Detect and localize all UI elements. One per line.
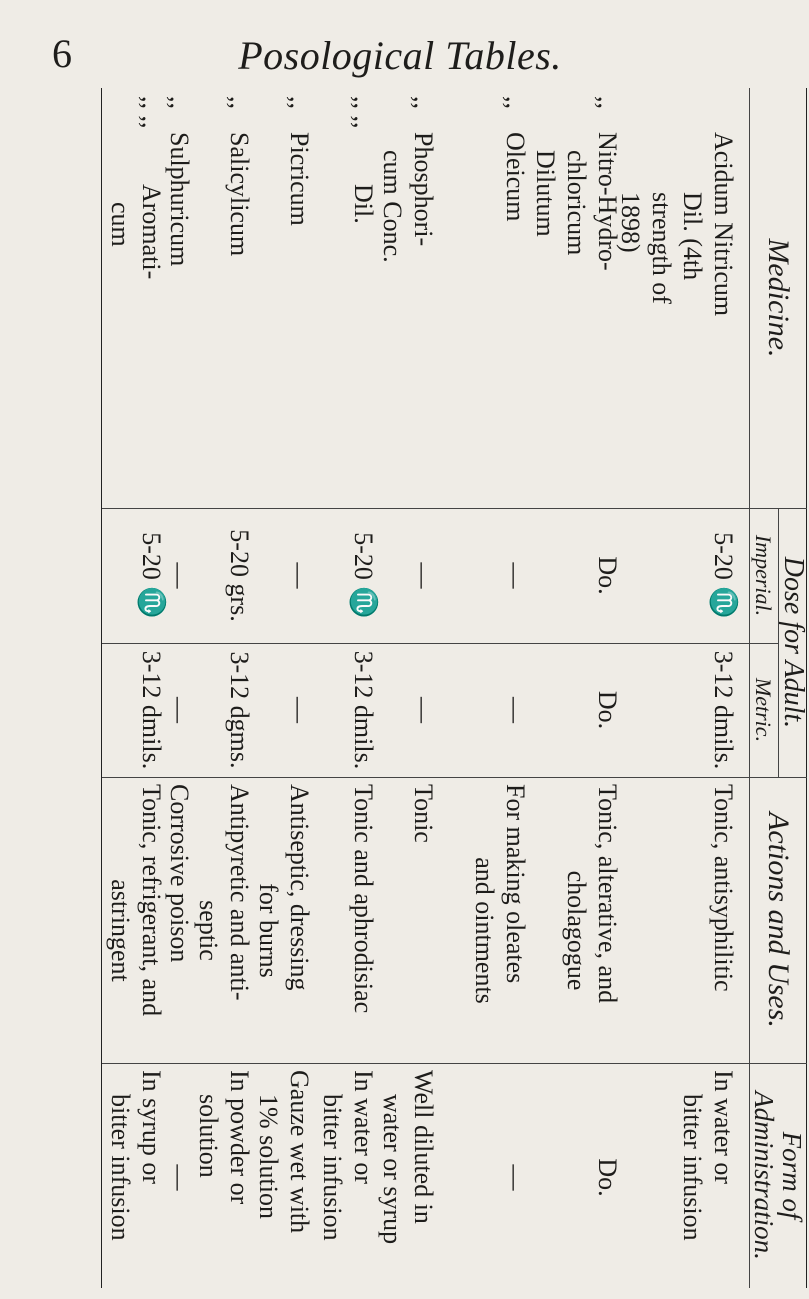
metric-dose: — xyxy=(285,697,314,723)
medicine-cell xyxy=(615,132,739,502)
actions-line: For making oleates xyxy=(501,784,530,984)
actions-cell xyxy=(408,784,439,1059)
medicine-line: Sulphuricum xyxy=(165,132,194,267)
prefix-cell xyxy=(136,96,167,176)
ditto-mark: ,, ,, xyxy=(349,96,378,129)
imperial-dose: — xyxy=(409,562,438,589)
medicine-cell xyxy=(377,132,439,502)
actions-line: septic xyxy=(194,900,223,961)
form-line: In water or xyxy=(349,1070,378,1185)
medicine-line: Aromati- xyxy=(137,184,166,280)
actions-line: Corrosive poison xyxy=(165,784,194,963)
metric-dose: 3-12 dmils. xyxy=(709,650,738,770)
form-cell xyxy=(377,1070,439,1285)
medicine-line: Oleicum xyxy=(501,132,530,222)
medicine-cell xyxy=(500,132,531,502)
actions-cell xyxy=(164,784,195,1059)
metric-dose: Do. xyxy=(593,690,622,730)
page-header xyxy=(0,0,800,90)
ditto-mark: ,, xyxy=(501,96,530,109)
header-dose: Dose for Adult. xyxy=(778,508,807,777)
medicine-cell xyxy=(105,184,167,554)
prefix-cell xyxy=(348,96,379,176)
form-line: bitter infusion xyxy=(106,1094,135,1241)
actions-line: Tonic and aphrodisiac xyxy=(349,784,378,1014)
imperial-cell xyxy=(348,513,379,638)
rotated-table-wrapper xyxy=(95,88,807,1288)
header-actions: Actions and Uses. xyxy=(762,812,796,1028)
form-line: Well diluted in xyxy=(409,1070,438,1224)
imperial-dose: — xyxy=(165,562,194,589)
metric-dose: — xyxy=(165,697,194,723)
page-number: 6 xyxy=(52,31,72,76)
medicine-cell xyxy=(284,132,315,502)
metric-cell xyxy=(592,648,623,772)
imperial-cell xyxy=(164,513,195,638)
medicine-cell xyxy=(530,132,623,502)
form-line: 1% solution xyxy=(254,1094,283,1219)
ditto-mark: ,, ,, xyxy=(137,96,166,129)
ditto-mark: ,, xyxy=(285,96,314,109)
form-cell xyxy=(164,1070,195,1285)
medicine-line: 1898) xyxy=(616,192,645,253)
form-line: — xyxy=(165,1164,194,1191)
actions-line: Antiseptic, dressing xyxy=(285,784,314,991)
actions-line: Antipyretic and anti- xyxy=(225,784,254,1001)
actions-line: Tonic, antisyphilitic xyxy=(709,784,738,992)
imperial-dose: 5-20 ♏ xyxy=(137,532,166,619)
imperial-dose: 5-20 ♏ xyxy=(709,532,738,619)
metric-cell xyxy=(224,648,255,772)
imperial-dose: 5-20 grs. xyxy=(225,529,254,622)
medicine-line: Dilutum xyxy=(531,150,560,237)
ditto-mark: ,, xyxy=(593,96,622,109)
actions-line: for burns xyxy=(254,883,283,978)
medicine-line: Picricum xyxy=(285,132,314,226)
form-line: Do. xyxy=(593,1158,622,1197)
running-title: Posological Tables. xyxy=(238,33,562,78)
form-line: In powder or xyxy=(225,1070,254,1205)
form-line: bitter infusion xyxy=(318,1094,347,1241)
actions-cell xyxy=(348,784,379,1059)
header-metric: Metric. xyxy=(751,677,777,743)
form-line: Gauze wet with xyxy=(285,1070,314,1234)
actions-line: Tonic, alterative, and xyxy=(593,784,622,1004)
form-line: solution xyxy=(194,1094,223,1178)
ditto-mark: ,, xyxy=(225,96,254,109)
medicine-line: Phosphori- xyxy=(409,132,438,247)
form-line: water or syrup xyxy=(378,1094,407,1245)
form-cell xyxy=(592,1070,623,1285)
medicine-line: Dil. (4th xyxy=(678,192,707,281)
form-cell xyxy=(253,1070,315,1285)
imperial-cell xyxy=(592,513,623,638)
medicine-line: strength of xyxy=(647,192,676,304)
imperial-cell xyxy=(408,513,439,638)
actions-line: and ointments xyxy=(470,857,499,1004)
medicine-line: Nitro-Hydro- xyxy=(593,132,622,271)
form-cell xyxy=(500,1070,531,1285)
metric-dose: — xyxy=(501,697,530,723)
column-divider xyxy=(102,643,779,644)
actions-cell xyxy=(253,784,315,1059)
actions-line: cholagogue xyxy=(562,870,591,991)
imperial-dose: 5-20 ♏ xyxy=(349,532,378,619)
medicine-line: cum xyxy=(106,202,135,247)
header-form-text: Form of Administration. xyxy=(749,1091,808,1260)
medicine-line: cum Conc. xyxy=(378,150,407,263)
metric-dose: 3-12 dgms. xyxy=(225,651,254,769)
metric-cell xyxy=(348,648,379,772)
imperial-dose: Do. xyxy=(593,556,622,595)
medicine-line: Dil. xyxy=(349,184,378,224)
header-medicine: Medicine. xyxy=(762,238,796,358)
actions-cell xyxy=(105,784,167,1059)
actions-cell xyxy=(469,784,531,1059)
form-line: — xyxy=(501,1164,530,1191)
metric-dose: — xyxy=(409,697,438,723)
form-cell xyxy=(105,1070,167,1285)
actions-line: Tonic, refrigerant, and xyxy=(137,784,166,1017)
imperial-cell xyxy=(500,513,531,638)
metric-dose: 3-12 dmils. xyxy=(137,650,166,770)
ditto-mark: ,, xyxy=(409,96,438,109)
imperial-cell xyxy=(708,513,739,638)
form-line: In water or xyxy=(709,1070,738,1185)
metric-dose: 3-12 dmils. xyxy=(349,650,378,770)
metric-cell xyxy=(164,648,195,772)
actions-line: astringent xyxy=(106,879,135,982)
form-cell xyxy=(677,1070,739,1285)
ditto-mark: ,, xyxy=(165,96,194,109)
imperial-dose: — xyxy=(501,562,530,589)
actions-cell xyxy=(561,784,623,1059)
actions-cell xyxy=(193,784,255,1059)
imperial-dose: — xyxy=(285,562,314,589)
header-form xyxy=(750,1063,807,1288)
metric-cell xyxy=(136,648,167,772)
actions-line: Tonic xyxy=(409,784,438,843)
medicine-line: Salicylicum xyxy=(225,132,254,257)
column-divider xyxy=(102,777,807,778)
form-line: In syrup or xyxy=(137,1070,166,1185)
metric-cell xyxy=(500,648,531,772)
header-imperial: Imperial. xyxy=(751,534,777,617)
medicine-line: Acidum Nitricum xyxy=(709,132,738,317)
metric-cell xyxy=(708,648,739,772)
form-line: bitter infusion xyxy=(678,1094,707,1241)
imperial-cell xyxy=(284,513,315,638)
medicine-cell xyxy=(164,132,195,502)
medicine-cell xyxy=(224,132,255,502)
form-cell xyxy=(317,1070,379,1285)
table-bottom-rule xyxy=(101,88,102,1288)
metric-cell xyxy=(408,648,439,772)
column-divider xyxy=(102,1063,807,1064)
posology-table xyxy=(95,88,807,1288)
actions-cell xyxy=(708,784,739,1059)
column-divider xyxy=(102,508,807,509)
metric-cell xyxy=(284,648,315,772)
medicine-cell xyxy=(348,184,379,554)
imperial-cell xyxy=(136,513,167,638)
imperial-cell xyxy=(224,513,255,638)
form-cell xyxy=(193,1070,255,1285)
medicine-line: chloricum xyxy=(562,150,591,256)
